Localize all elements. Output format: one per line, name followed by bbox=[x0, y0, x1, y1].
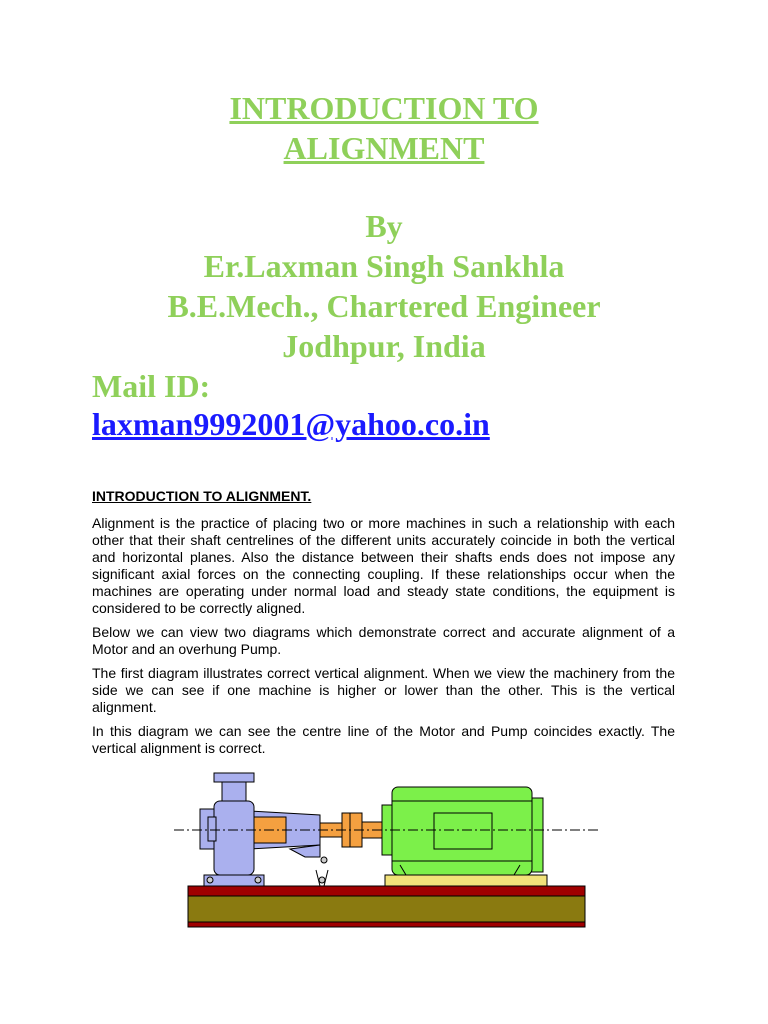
motor-baseplate bbox=[385, 875, 547, 886]
mail-label: Mail ID: bbox=[92, 368, 211, 404]
pump-discharge-neck bbox=[222, 782, 246, 802]
foundation-bottom bbox=[188, 922, 585, 927]
body-text bbox=[92, 488, 675, 764]
foundation-top bbox=[188, 886, 585, 896]
title-block bbox=[0, 88, 768, 366]
alignment-diagram bbox=[170, 765, 610, 930]
by-label: By bbox=[365, 208, 403, 244]
pump-suction-nozzle bbox=[208, 817, 216, 841]
paragraph-1: Alignment is the practice of placing two or more machines in such a relationship with each other that their shaft centrelines of the different units accurately coincide in both the vertical and horizontal planes. Also the distance between their shafts ends does not impose any significant axial forces on the connecting coupling. If these relationships occur when the machines are operating under normal load and steady state conditions, the equipment is considered to be correctly aligned. bbox=[92, 515, 675, 616]
foundation-block bbox=[188, 896, 585, 922]
title-line-2: ALIGNMENT bbox=[283, 130, 485, 166]
paragraph-4: In this diagram we can see the centre line of the Motor and Pump coincides exactly. The vertical alignment is correct. bbox=[92, 723, 675, 756]
section-heading: INTRODUCTION TO ALIGNMENT. bbox=[92, 488, 312, 504]
author-name: Er.Laxman Singh Sankhla bbox=[203, 248, 565, 284]
email-link[interactable]: laxman9992001@yahoo.co.in bbox=[92, 406, 490, 442]
author-qualification: B.E.Mech., Chartered Engineer bbox=[167, 288, 601, 324]
pump-discharge-flange bbox=[214, 773, 254, 782]
author-location: Jodhpur, India bbox=[282, 328, 486, 364]
pump-volute bbox=[214, 801, 254, 875]
paragraph-2: Below we can view two diagrams which demonstrate correct and accurate alignment of a Motor and an overhung Pump. bbox=[92, 624, 675, 657]
paragraph-3: The first diagram illustrates correct vertical alignment. When we view the machinery from the side we can see if one machine is higher or lower than the other. This is the vertical alignment. bbox=[92, 665, 675, 715]
title-line-1: INTRODUCTION TO bbox=[229, 90, 539, 126]
motor-terminal-box bbox=[434, 813, 492, 849]
